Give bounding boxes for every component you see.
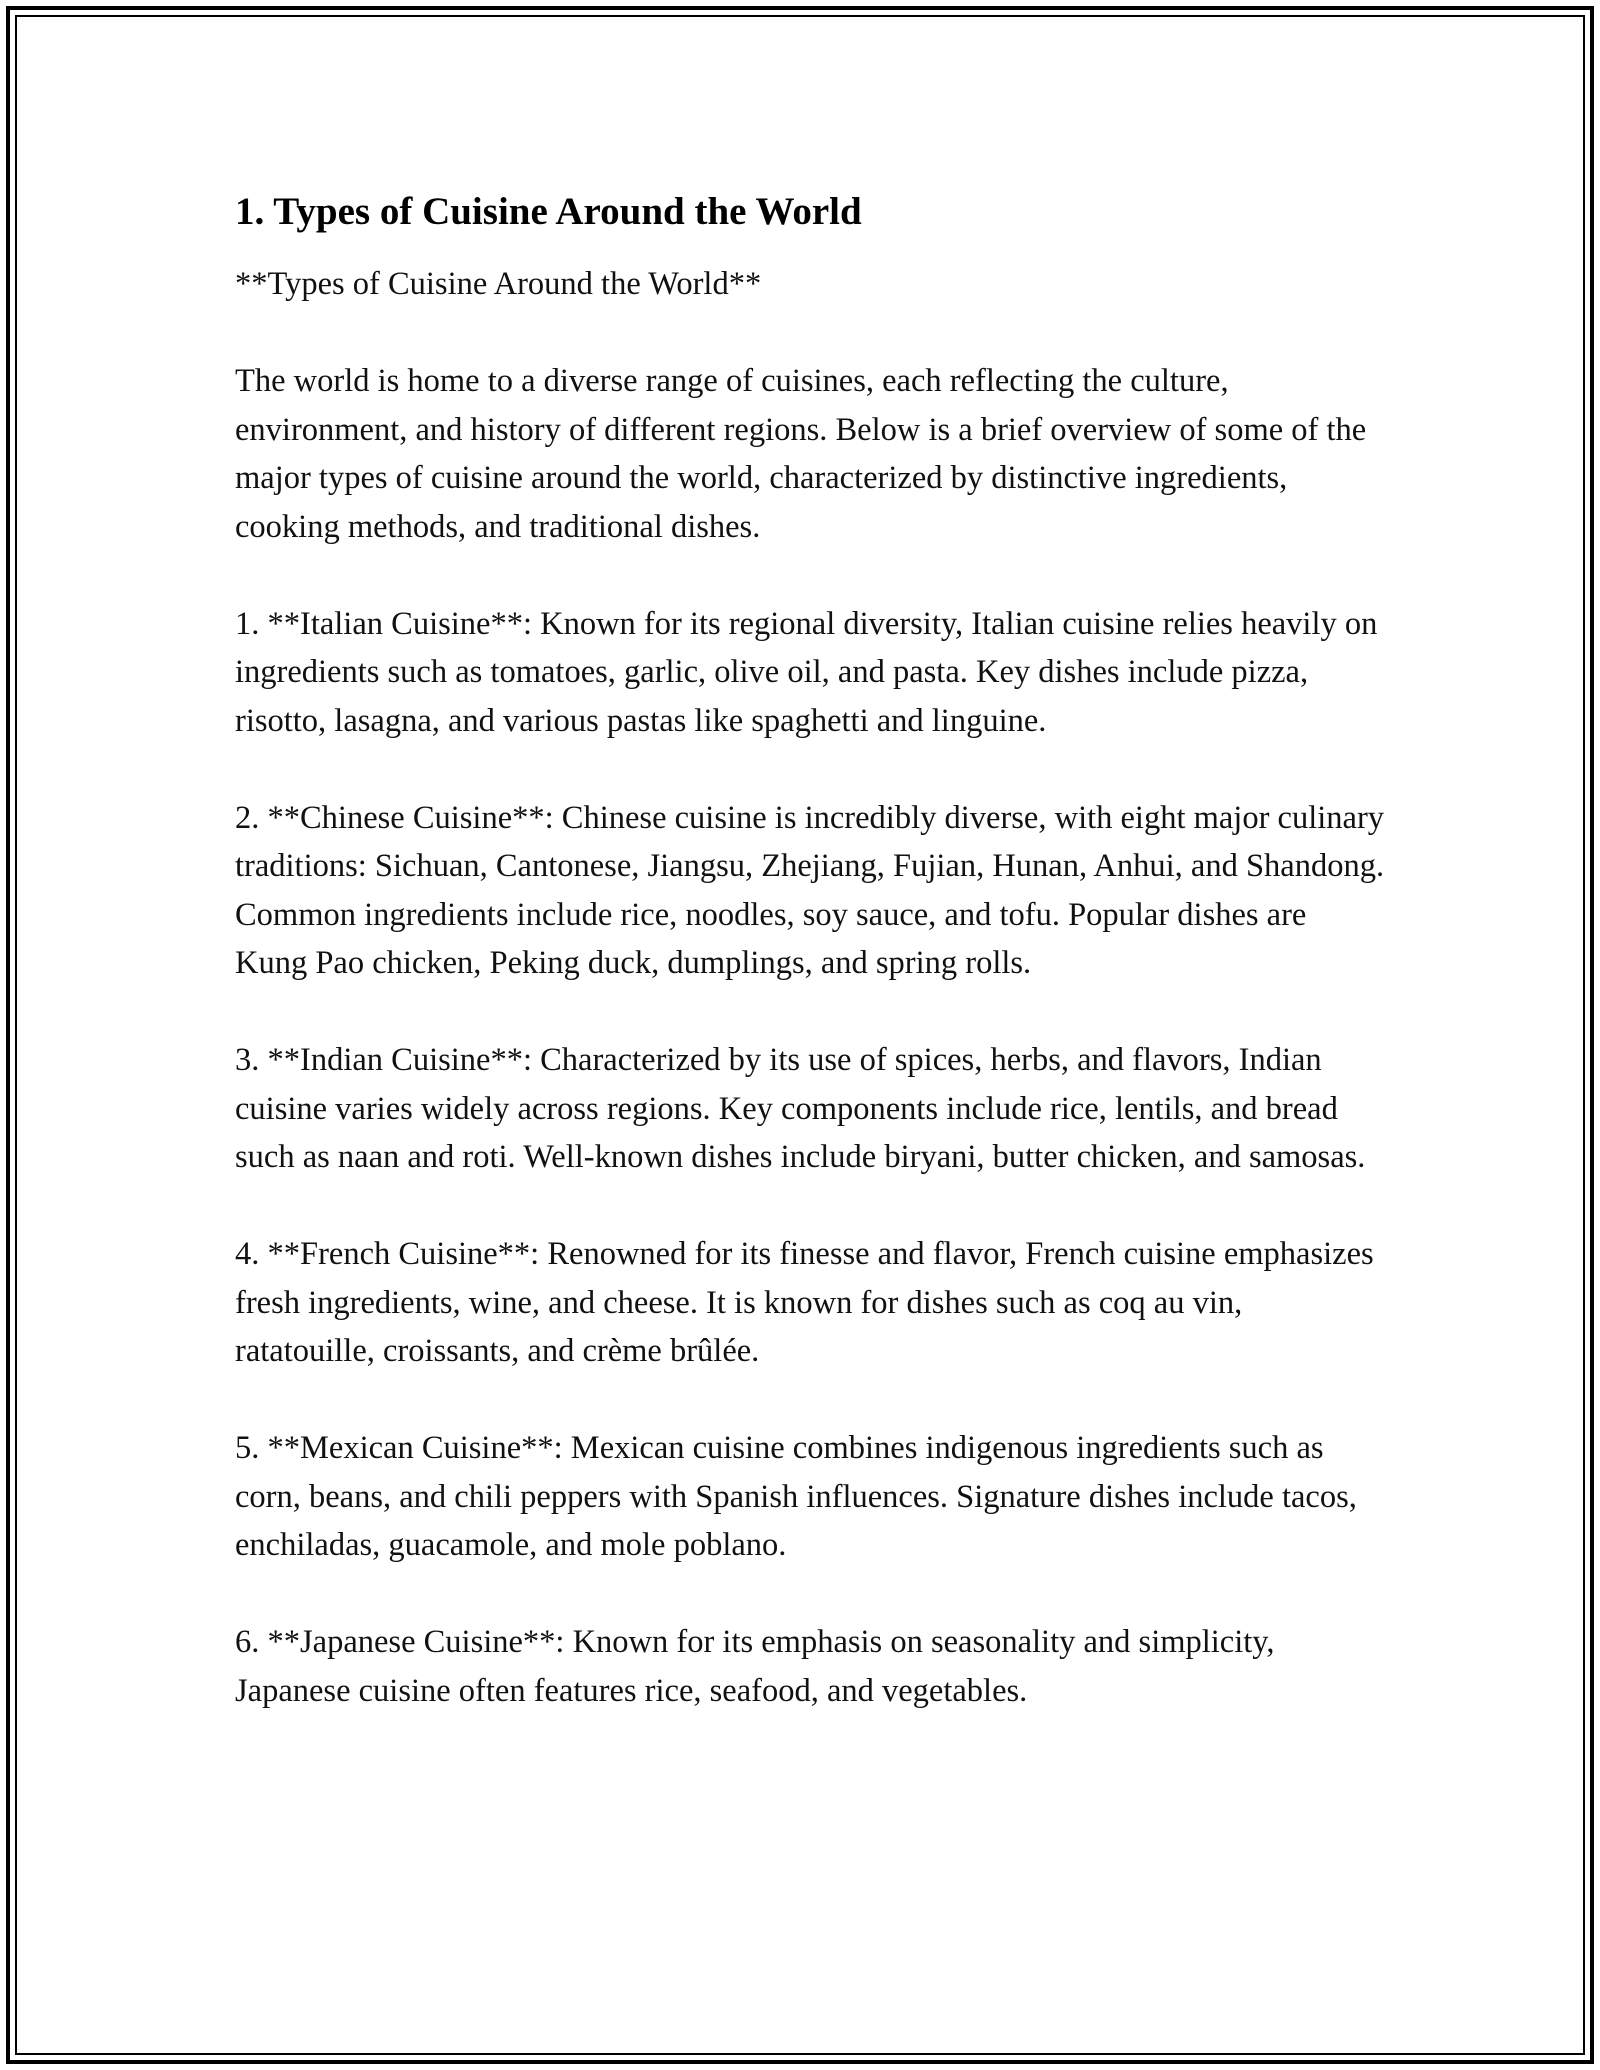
japanese-cuisine-paragraph: 6. **Japanese Cuisine**: Known for its emphasis on seasonality and simplicity, Japanese cuisine often features rice, seafood, and vegetables.	[235, 1624, 1275, 1709]
mexican-cuisine-paragraph: 5. **Mexican Cuisine**: Mexican cuisine combines indigenous ingredients such as corn, beans, and chili peppers with Spanish influences. Signature dishes include tacos, enchiladas, guacamole, and mole poblano.	[235, 1430, 1357, 1563]
page-title: 1. Types of Cuisine Around the World	[235, 190, 862, 233]
chinese-cuisine-paragraph: 2. **Chinese Cuisine**: Chinese cuisine is incredibly diverse, with eight major culinary traditions: Sichuan, Cantonese, Jiangsu, Zhejiang, Fujian, Hunan, Anhui, and Shandong. Common ingredients include rice, noodles, soy sauce, and tofu. Popular dishes are Kung Pao chicken, Peking duck, dumplings, and spring rolls.	[235, 799, 1385, 981]
french-cuisine-paragraph: 4. **French Cuisine**: Renowned for its finesse and flavor, French cuisine emphasizes fresh ingredients, wine, and cheese. It is known for dishes such as coq au vin, ratatouille, croissants, and crème brûlée.	[235, 1236, 1374, 1369]
italian-cuisine-paragraph: 1. **Italian Cuisine**: Known for its regional diversity, Italian cuisine relies heavily on ingredients such as tomatoes, garlic, olive oil, and pasta. Key dishes include pizza, risotto, lasagna, and various pastas like spaghetti and linguine.	[235, 605, 1378, 739]
intro-paragraph: The world is home to a diverse range of cuisines, each reflecting the culture, environment, and history of different regions. Below is a brief overview of some of the major types of cuisine around the world, characterized by distinctive ingredients, cooking methods, and traditional dishes.	[235, 363, 1367, 545]
document-body	[235, 186, 1385, 1764]
subheading-text: **Types of Cuisine Around the World**	[235, 266, 762, 302]
indian-cuisine-paragraph: 3. **Indian Cuisine**: Characterized by its use of spices, herbs, and flavors, Indian cuisine varies widely across regions. Key components include rice, lentils, and bread such as naan and roti. Well-known dishes include biryani, butter chicken, and samosas.	[235, 1042, 1366, 1175]
